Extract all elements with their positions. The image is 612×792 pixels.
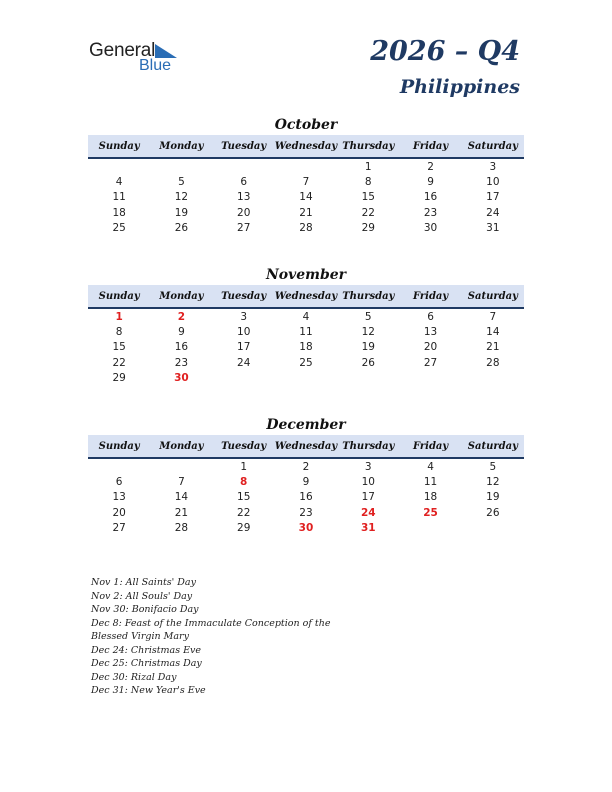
week-row xyxy=(88,340,524,355)
weekday-label: Sunday xyxy=(98,290,140,302)
day-cell: 1 xyxy=(240,460,248,473)
weekday-label: Wednesday xyxy=(274,140,338,152)
weekday-label: Friday xyxy=(412,140,449,152)
day-cell: 28 xyxy=(174,521,189,534)
weekday-label: Saturday xyxy=(467,140,518,152)
week-row xyxy=(88,474,524,489)
day-cell: 26 xyxy=(361,356,375,369)
logo-blue-text: Blue xyxy=(139,57,172,74)
holiday-entry: Blessed Virgin Mary xyxy=(91,631,189,642)
day-cell: 21 xyxy=(299,206,313,219)
weekday-label: Wednesday xyxy=(274,440,338,452)
day-cell: 6 xyxy=(240,175,248,188)
day-cell: 17 xyxy=(237,341,251,354)
weekday-label: Wednesday xyxy=(274,290,338,302)
day-cell: 30 xyxy=(423,221,438,234)
day-cell: 29 xyxy=(237,521,251,534)
week-row xyxy=(88,370,524,385)
day-cell: 20 xyxy=(112,506,126,519)
week-row xyxy=(88,459,524,474)
day-cell: 1 xyxy=(115,310,123,323)
month-grid xyxy=(88,459,524,535)
day-cell: 12 xyxy=(486,475,500,488)
day-cell: 28 xyxy=(299,221,313,234)
day-cell: 12 xyxy=(361,325,375,338)
holiday-entry: Dec 30: Rizal Day xyxy=(91,671,177,683)
day-cell: 4 xyxy=(115,175,123,188)
weekday-header xyxy=(88,135,524,159)
day-cell: 21 xyxy=(174,506,189,519)
weekday-label: Sunday xyxy=(98,440,140,452)
weekday-label: Thursday xyxy=(342,140,395,152)
day-cell: 28 xyxy=(486,356,500,369)
week-row xyxy=(88,159,524,174)
day-cell: 5 xyxy=(489,460,497,473)
day-cell: 4 xyxy=(302,310,310,323)
day-cell: 13 xyxy=(112,491,126,504)
holiday-entry: Dec 31: New Year's Eve xyxy=(91,685,206,696)
day-cell: 24 xyxy=(237,356,251,369)
week-row xyxy=(88,190,524,205)
week-row xyxy=(88,205,524,220)
weekday-label: Saturday xyxy=(467,290,518,302)
day-cell: 15 xyxy=(237,491,251,504)
day-cell: 26 xyxy=(174,221,189,234)
week-row xyxy=(88,490,524,505)
day-cell: 10 xyxy=(237,325,251,338)
day-cell: 10 xyxy=(486,175,500,188)
weekday-label: Saturday xyxy=(467,440,518,452)
weekday-label: Tuesday xyxy=(221,140,267,152)
holiday-entry: Nov 1: All Saints' Day xyxy=(91,577,196,588)
day-cell: 5 xyxy=(178,175,185,188)
day-cell: 3 xyxy=(489,160,497,173)
logo-general-text: General xyxy=(89,40,156,61)
weekday-label: Sunday xyxy=(98,140,140,152)
day-cell: 9 xyxy=(302,475,310,488)
day-cell: 23 xyxy=(299,506,313,519)
day-cell: 27 xyxy=(112,521,126,534)
day-cell: 16 xyxy=(174,341,189,354)
weekday-label: Friday xyxy=(412,440,449,452)
day-cell: 26 xyxy=(486,506,500,519)
holiday-list xyxy=(91,576,330,698)
weekday-header xyxy=(88,435,524,459)
day-cell: 27 xyxy=(237,221,251,234)
day-cell: 20 xyxy=(423,341,438,354)
day-cell: 22 xyxy=(237,506,251,519)
day-cell: 3 xyxy=(364,460,372,473)
weekday-label: Thursday xyxy=(342,290,395,302)
day-cell: 15 xyxy=(361,191,375,204)
day-cell: 6 xyxy=(115,475,123,488)
day-cell: 22 xyxy=(112,356,126,369)
day-cell: 2 xyxy=(177,310,186,323)
week-row xyxy=(88,505,524,520)
day-cell: 23 xyxy=(423,206,438,219)
day-cell: 4 xyxy=(427,460,434,473)
day-cell: 17 xyxy=(361,491,375,504)
day-cell: 3 xyxy=(240,310,248,323)
weekday-label: Friday xyxy=(412,290,449,302)
holiday-entry: Dec 24: Christmas Eve xyxy=(91,644,202,656)
day-cell: 19 xyxy=(361,341,375,354)
day-cell: 19 xyxy=(174,206,189,219)
day-cell: 15 xyxy=(112,341,126,354)
day-cell: 10 xyxy=(361,475,375,488)
day-cell: 22 xyxy=(361,206,375,219)
day-cell: 7 xyxy=(302,175,310,188)
page-subtitle: Philippines xyxy=(399,76,520,98)
day-cell: 16 xyxy=(299,491,313,504)
holiday-entry: Nov 30: Bonifacio Day xyxy=(91,604,199,615)
day-cell: 7 xyxy=(489,310,497,323)
day-cell: 8 xyxy=(364,175,372,188)
day-cell: 13 xyxy=(423,325,438,338)
day-cell: 16 xyxy=(423,191,438,204)
holiday-entry: Nov 2: All Souls' Day xyxy=(91,590,193,602)
day-cell: 30 xyxy=(174,371,189,384)
day-cell: 19 xyxy=(486,491,500,504)
day-cell: 14 xyxy=(174,491,189,504)
week-row xyxy=(88,309,524,324)
day-cell: 1 xyxy=(364,160,372,173)
day-cell: 31 xyxy=(360,521,376,534)
weekday-header xyxy=(88,285,524,309)
day-cell: 14 xyxy=(299,191,313,204)
day-cell: 9 xyxy=(427,175,434,188)
month-december xyxy=(88,415,524,535)
day-cell: 29 xyxy=(361,221,375,234)
weekday-label: Thursday xyxy=(342,440,395,452)
day-cell: 8 xyxy=(240,475,248,488)
day-cell: 20 xyxy=(237,206,251,219)
week-row xyxy=(88,220,524,235)
day-cell: 2 xyxy=(302,460,310,473)
day-cell: 5 xyxy=(364,310,372,323)
holiday-entry: Dec 25: Christmas Day xyxy=(91,658,202,669)
day-cell: 24 xyxy=(486,206,500,219)
day-cell: 9 xyxy=(178,325,185,338)
month-title: October xyxy=(274,117,338,133)
day-cell: 18 xyxy=(423,491,438,504)
month-title: November xyxy=(265,267,347,283)
day-cell: 31 xyxy=(486,221,500,234)
day-cell: 12 xyxy=(174,191,189,204)
week-row xyxy=(88,355,524,370)
day-cell: 21 xyxy=(486,341,500,354)
day-cell: 14 xyxy=(486,325,500,338)
week-row xyxy=(88,520,524,535)
day-cell: 8 xyxy=(115,325,123,338)
week-row xyxy=(88,324,524,339)
month-grid xyxy=(88,159,524,235)
week-row xyxy=(88,174,524,189)
day-cell: 2 xyxy=(427,160,434,173)
day-cell: 23 xyxy=(174,356,189,369)
page-title: 2026 – Q4 xyxy=(370,36,520,67)
day-cell: 29 xyxy=(112,371,126,384)
day-cell: 27 xyxy=(423,356,438,369)
day-cell: 25 xyxy=(299,356,313,369)
day-cell: 24 xyxy=(360,506,376,519)
month-grid xyxy=(88,309,524,385)
day-cell: 11 xyxy=(112,191,126,204)
weekday-label: Monday xyxy=(159,440,204,452)
weekday-label: Monday xyxy=(159,140,204,152)
day-cell: 13 xyxy=(237,191,251,204)
day-cell: 30 xyxy=(298,521,314,534)
weekday-label: Tuesday xyxy=(221,440,267,452)
month-october xyxy=(88,115,524,235)
day-cell: 6 xyxy=(427,310,434,323)
logo-triangle-icon xyxy=(155,44,177,58)
day-cell: 18 xyxy=(112,206,126,219)
month-november xyxy=(88,265,524,385)
weekday-label: Tuesday xyxy=(221,290,267,302)
weekday-label: Monday xyxy=(159,290,204,302)
day-cell: 7 xyxy=(178,475,185,488)
day-cell: 18 xyxy=(299,341,313,354)
day-cell: 25 xyxy=(423,506,438,519)
day-cell: 17 xyxy=(486,191,500,204)
day-cell: 25 xyxy=(112,221,126,234)
holiday-entry: Dec 8: Feast of the Immaculate Conception of the xyxy=(91,617,331,629)
day-cell: 11 xyxy=(299,325,313,338)
logo xyxy=(89,40,189,76)
month-title: December xyxy=(266,417,346,433)
day-cell: 11 xyxy=(423,475,438,488)
